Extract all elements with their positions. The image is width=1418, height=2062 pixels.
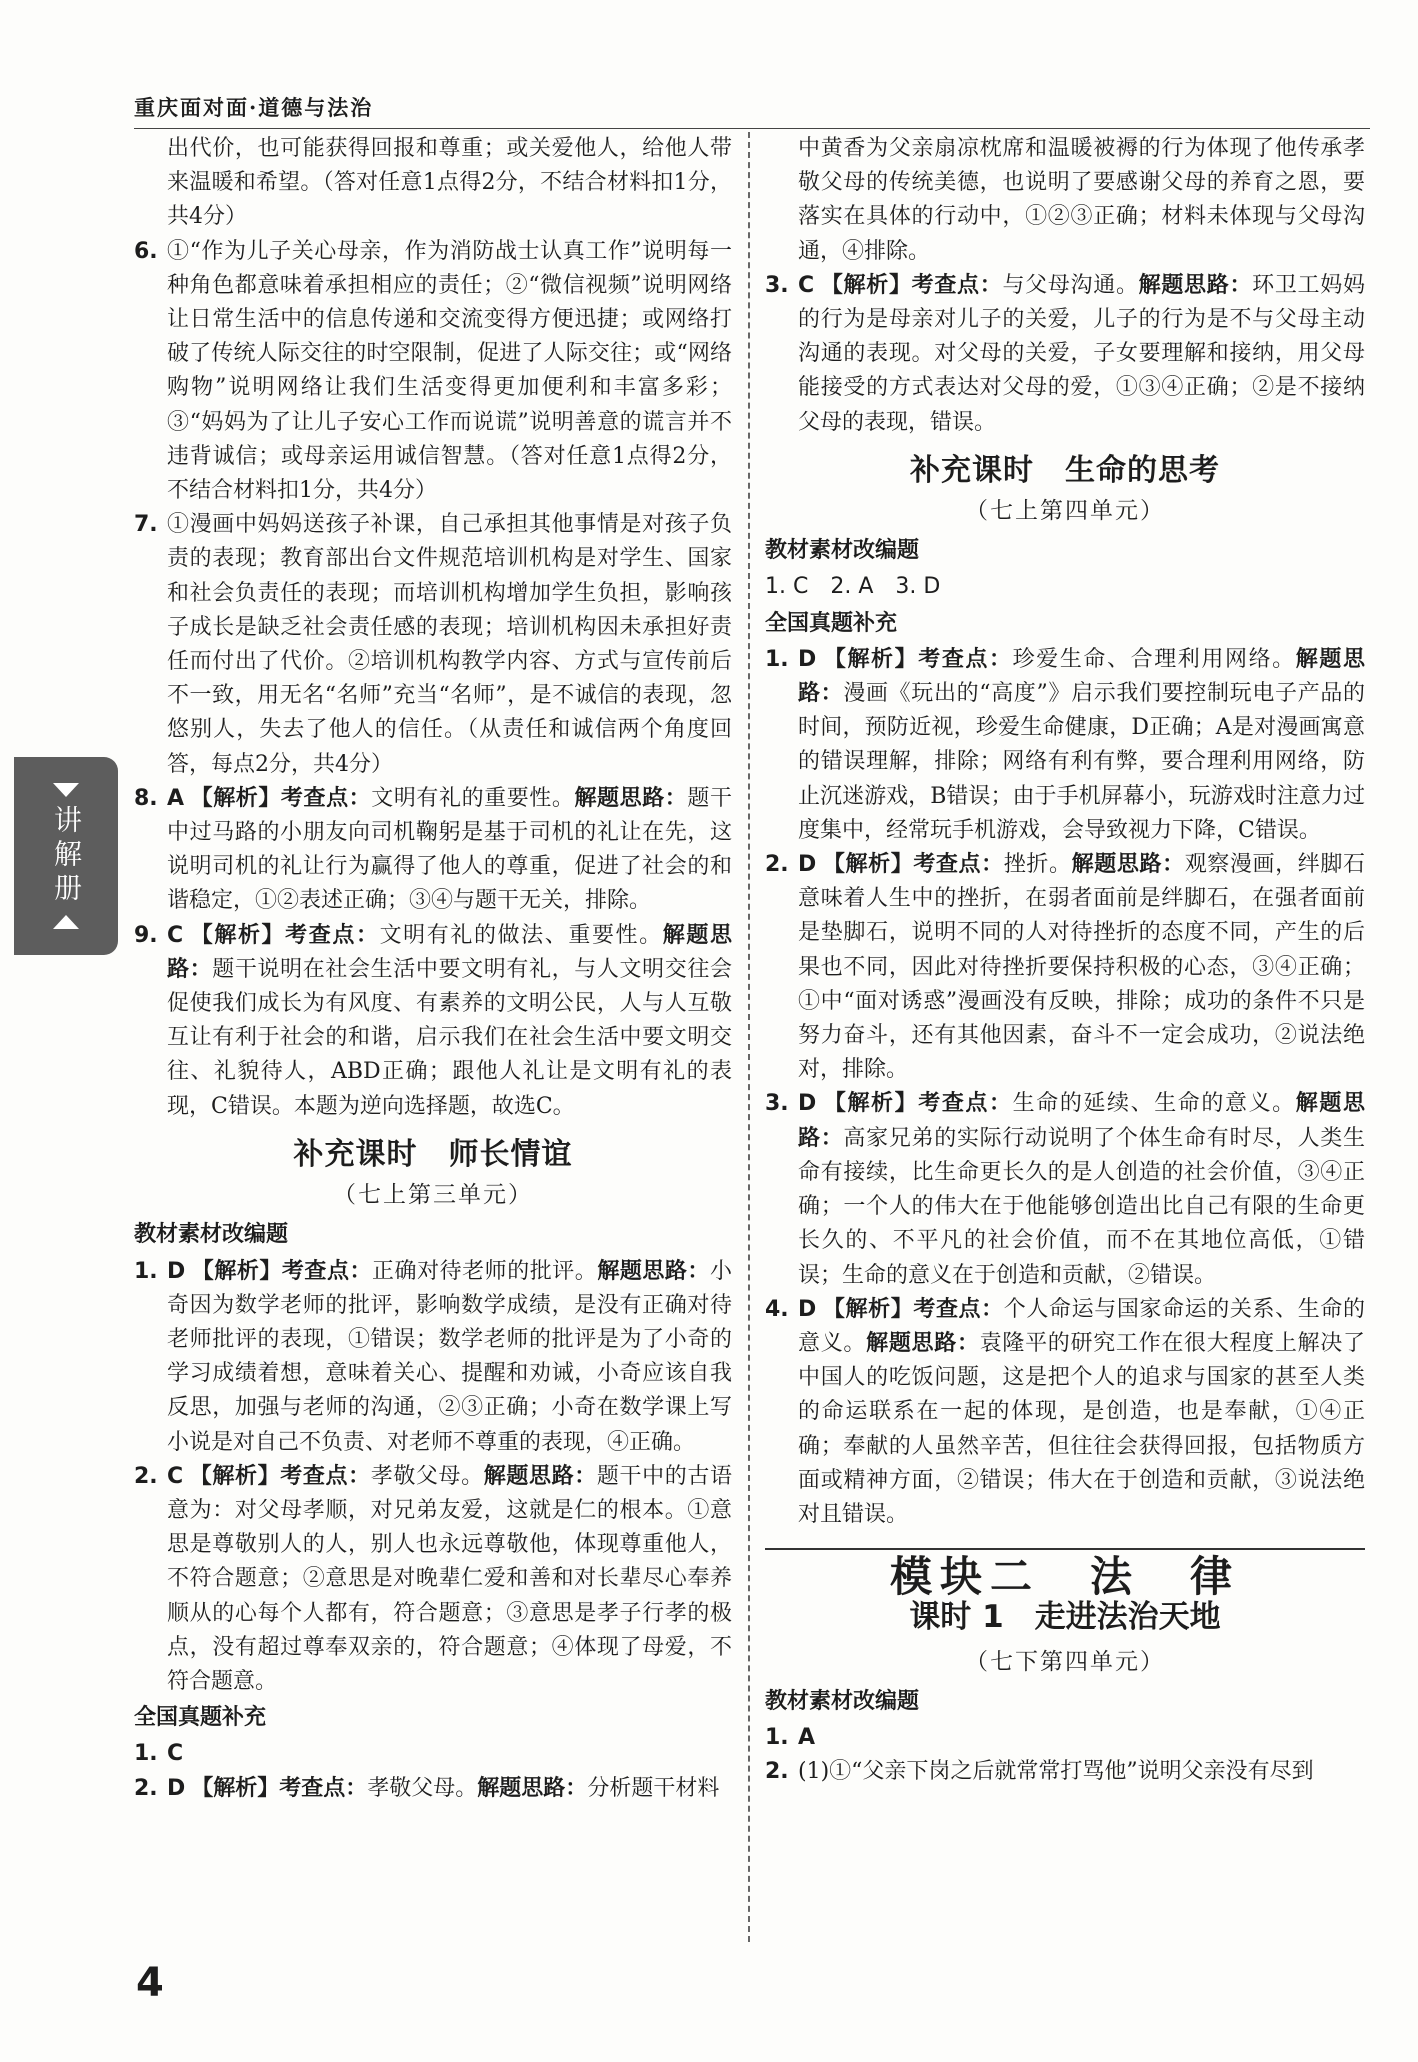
answer-item-8 bbox=[134, 782, 732, 919]
approach-tag: 解题思路： bbox=[167, 922, 732, 982]
approach-text: 分析题干材料 bbox=[587, 1775, 720, 1801]
approach-text: 题干说明在社会生活中要文明有礼，与人文明交往会促使我们成长为有风度、有素养的文明公民，人与人互敬互让有利于社会的和谐，启示我们在社会生活中要文明交往、礼貌待人，ABD正确；跟他人礼让是文明有礼的表现，C错误。本题为逆向选择题，故选C。 bbox=[167, 956, 732, 1119]
item-number: 2. bbox=[765, 852, 789, 878]
item-number: 1. bbox=[134, 1741, 158, 1767]
approach-text: 漫画《玩出的“高度”》启示我们要控制玩电子产品的时间，预防近视，珍爱生命健康，D正确；A是对漫画寓意的错误理解，排除；网络有利有弊，要合理利用网络，防止沉迷游戏，B错误；由于手机屏幕小，玩游戏时注意力过度集中，经常玩手机游戏，会导致视力下降，C错误。 bbox=[798, 681, 1365, 843]
approach-tag: 解题思路： bbox=[477, 1775, 588, 1801]
item-number: 3. bbox=[765, 272, 789, 298]
item-number: 2. bbox=[134, 1463, 158, 1489]
approach-tag: 解题思路： bbox=[597, 1258, 710, 1284]
paragraph-continuation bbox=[134, 132, 732, 235]
analysis-point: 珍爱生命、合理利用网络。 bbox=[1012, 646, 1296, 672]
analysis-point: 孝敬父母。 bbox=[370, 1463, 484, 1489]
subsection-heading: 全国真题补充 bbox=[134, 1705, 267, 1731]
continuation-text: 中黄香为父亲扇凉枕席和温暖被褥的行为体现了他传承孝敬父母的传统美德，也说明了要感谢父母的养育之恩，要落实在具体的行动中，①②③正确；材料未体现与父母沟通，④排除。 bbox=[798, 136, 1365, 264]
analysis-point: 文明有礼的做法、重要性。 bbox=[379, 922, 663, 948]
item-number: 4. bbox=[765, 1296, 789, 1322]
answer-choice: D bbox=[798, 646, 817, 672]
answer-text: (1)①“父亲下岗之后就常常打骂他”说明父亲没有尽到 bbox=[798, 1759, 1314, 1785]
answer-choice: A bbox=[167, 785, 185, 811]
answer-item bbox=[765, 1721, 1365, 1755]
answer-item-7 bbox=[134, 508, 732, 782]
page-number: 4 bbox=[136, 1960, 164, 2006]
answer-choice: D bbox=[798, 1296, 817, 1322]
analysis-tag: 【解析】考查点： bbox=[191, 1775, 368, 1801]
approach-tag: 解题思路： bbox=[1071, 852, 1185, 878]
item-number: 2. bbox=[765, 1759, 789, 1785]
item-number: 2. bbox=[134, 1775, 158, 1801]
answer-choice: C bbox=[798, 272, 815, 298]
item-number: 6. bbox=[134, 238, 158, 264]
answer-item bbox=[765, 848, 1365, 1087]
header-rule bbox=[134, 128, 1370, 129]
answer-choice: D bbox=[798, 852, 817, 878]
answer-item-9 bbox=[134, 919, 732, 1124]
approach-text: 环卫工妈妈的行为是母亲对儿子的关爱，儿子的行为是不与父母主动沟通的表现。对父母的关爱，子女要理解和接纳，用父母能接受的方式表达对父母的爱，①③④正确；②是不接纳父母的表现，错误。 bbox=[798, 272, 1365, 435]
answer-text: ①漫画中妈妈送孩子补课，自己承担其他事情是对孩子负责的表现；教育部出台文件规范培训机构是对学生、国家和社会负责任的表现；而培训机构增加学生负担，影响孩子成长是缺乏社会责任感的表现；培训机构因未承担好责任而付出了代价。②培训机构教学内容、方式与宣传前后不一致，用无名“名师”充当“名师”，是不诚信的表现，忽悠别人，失去了他人的信任。（从责任和诚信两个角度回答，每点2分，共4分） bbox=[167, 512, 732, 777]
answer-list: 1. C 2. A 3. D bbox=[765, 574, 941, 600]
analysis-point: 生命的延续、生命的意义。 bbox=[1012, 1091, 1296, 1117]
analysis-tag: 【解析】考查点： bbox=[822, 1296, 1004, 1322]
section-subtitle: （七上第四单元） bbox=[965, 498, 1165, 525]
analysis-tag: 【解析】考查点： bbox=[189, 1463, 371, 1489]
item-number: 1. bbox=[765, 1724, 789, 1750]
answer-item bbox=[765, 1293, 1365, 1532]
continuation-text: 出代价，也可能获得回报和尊重；或关爱他人，给他人带来温暖和希望。（答对任意1点得2分，不结合材料扣1分，共4分） bbox=[167, 136, 732, 230]
answer-item bbox=[765, 1755, 1365, 1789]
answer-choice: D bbox=[167, 1258, 186, 1284]
approach-text: 高家兄弟的实际行动说明了个体生命有时尽，人类生命有接续，比生命更长久的是人创造的社会价值，③④正确；一个人的伟大在于他能够创造出比自己有限的生命更长久的、不平凡的社会价值，而不在其地位高低，①错误；生命的意义在于创造和贡献，②错误。 bbox=[798, 1125, 1365, 1288]
answer-item bbox=[765, 1087, 1365, 1292]
answer-item bbox=[765, 643, 1365, 848]
answer-choice: C bbox=[167, 922, 184, 948]
analysis-point: 正确对待老师的批评。 bbox=[372, 1258, 598, 1284]
answer-choice: C bbox=[167, 1463, 184, 1489]
answer-choice: C bbox=[167, 1741, 184, 1767]
approach-text: 小奇因为数学老师的批评，影响数学成绩，是没有正确对待老师批评的表现，①错误；数学老师的批评是为了小奇的学习成绩着想，意味着关心、提醒和劝诫，小奇应该自我反思，加强与老师的沟通，②③正确；小奇在数学课上写小说是对自己不负责、对老师不尊重的表现，④正确。 bbox=[167, 1258, 732, 1455]
item-number: 3. bbox=[765, 1091, 789, 1117]
side-tab-label: 讲解册 bbox=[50, 805, 83, 907]
subsection-heading: 全国真题补充 bbox=[765, 610, 898, 636]
running-header: 重庆面对面·道德与法治 bbox=[134, 95, 374, 120]
item-number: 1. bbox=[765, 646, 789, 672]
analysis-tag: 【解析】考查点： bbox=[190, 785, 372, 811]
subsection-heading: 教材素材改编题 bbox=[765, 1688, 920, 1714]
answer-choice: A bbox=[798, 1724, 816, 1750]
analysis-tag: 【解析】考查点： bbox=[822, 646, 1013, 672]
answer-item bbox=[134, 1255, 732, 1460]
approach-tag: 解题思路： bbox=[798, 1091, 1365, 1151]
approach-text: 观察漫画，绊脚石意味着人生中的挫折，在弱者面前是绊脚石，在强者面前是垫脚石，说明不同的人对待挫折的态度不同，产生的后果也不同，因此对待挫折要保持积极的心态，③④正确；①中“面对诱惑”漫画没有反映，排除；成功的条件不只是努力奋斗，还有其他因素，奋斗不一定会成功，②说法绝对，排除。 bbox=[798, 852, 1365, 1083]
triangle-down-icon bbox=[53, 783, 79, 797]
module-rule bbox=[765, 1548, 1365, 1550]
lesson-title: 课时 1 走进法治天地 bbox=[909, 1599, 1221, 1636]
section-title: 补充课时 生命的思考 bbox=[910, 452, 1220, 488]
right-column bbox=[765, 132, 1365, 1789]
approach-tag: 解题思路： bbox=[866, 1330, 980, 1356]
analysis-point: 文明有礼的重要性。 bbox=[371, 785, 575, 811]
answer-choice: D bbox=[167, 1775, 186, 1801]
approach-text: 题干中过马路的小朋友向司机鞠躬是基于司机的礼让在先，这说明司机的礼让行为赢得了他人的尊重，促进了社会的和谐稳定，①②表述正确；③④与题干无关，排除。 bbox=[167, 785, 732, 914]
section-subtitle: （七上第三单元） bbox=[333, 1182, 533, 1209]
subsection-heading: 教材素材改编题 bbox=[765, 538, 920, 564]
answer-choice: D bbox=[798, 1091, 817, 1117]
subsection-heading: 教材素材改编题 bbox=[134, 1222, 289, 1248]
triangle-up-icon bbox=[53, 915, 79, 929]
paragraph-continuation bbox=[765, 132, 1365, 269]
answer-item bbox=[134, 1772, 732, 1806]
column-divider bbox=[748, 132, 750, 1942]
approach-tag: 解题思路： bbox=[1138, 272, 1253, 298]
item-number: 7. bbox=[134, 512, 158, 538]
answer-text: ①“作为儿子关心母亲，作为消防战士认真工作”说明每一种角色都意味着承担相应的责任；②“微信视频”说明网络让日常生活中的信息传递和交流变得方便迅捷；或网络打破了传统人际交往的时空限制，促进了人际交往；或“网络购物”说明网络让我们生活变得更加便利和丰富多彩；③“妈妈为了让儿子安心工作而说谎”说明善意的谎言并不违背诚信；或母亲运用诚信智慧。（答对任意1点得2分，不结合材料扣1分，共4分） bbox=[167, 238, 732, 504]
analysis-tag: 【解析】考查点： bbox=[820, 272, 1003, 298]
analysis-point: 个人命运与国家命运的关系、生命的意义。 bbox=[798, 1296, 1365, 1356]
side-tab[interactable] bbox=[14, 757, 118, 955]
lesson-subtitle: （七下第四单元） bbox=[965, 1648, 1165, 1675]
item-number: 8. bbox=[134, 785, 158, 811]
answer-item-6 bbox=[134, 235, 732, 509]
analysis-point: 孝敬父母。 bbox=[367, 1775, 478, 1801]
item-number: 1. bbox=[134, 1258, 158, 1284]
approach-tag: 解题思路： bbox=[574, 785, 688, 811]
answer-item bbox=[134, 1460, 732, 1699]
answer-item bbox=[765, 269, 1365, 440]
analysis-tag: 【解析】考查点： bbox=[822, 1091, 1013, 1117]
analysis-tag: 【解析】考查点： bbox=[191, 1258, 373, 1284]
approach-tag: 解题思路： bbox=[483, 1463, 597, 1489]
approach-tag: 解题思路： bbox=[798, 646, 1365, 707]
module-title: 模块二 法 律 bbox=[889, 1552, 1240, 1602]
answer-item bbox=[134, 1737, 732, 1771]
item-number: 9. bbox=[134, 922, 158, 948]
approach-text: 题干中的古语意为：对父母孝顺，对兄弟友爱，这就是仁的根本。①意思是尊敬别人的人，别人也永远尊敬他，体现尊重他人，不符合题意；②意思是对晚辈仁爱和善和对长辈尽心奉养顺从的心每个人都有，符合题意；③意思是孝子行孝的极点，没有超过尊奉双亲的，符合题意；④体现了母爱，不符合题意。 bbox=[167, 1463, 732, 1694]
approach-text: 袁隆平的研究工作在很大程度上解决了中国人的吃饭问题，这是把个人的追求与国家的甚至人类的命运联系在一起的体现，是创造，也是奉献，①④正确；奉献的人虽然辛苦，但往往会获得回报，包括物质方面或精神方面，②错误；伟大在于创造和贡献，③说法绝对且错误。 bbox=[798, 1330, 1365, 1527]
analysis-point: 与父母沟通。 bbox=[1002, 272, 1139, 298]
analysis-tag: 【解析】考查点： bbox=[822, 852, 1004, 878]
analysis-point: 挫折。 bbox=[1003, 852, 1072, 878]
section-title: 补充课时 师长情谊 bbox=[293, 1136, 573, 1172]
left-column bbox=[134, 132, 732, 1806]
analysis-tag: 【解析】考查点： bbox=[189, 922, 380, 948]
